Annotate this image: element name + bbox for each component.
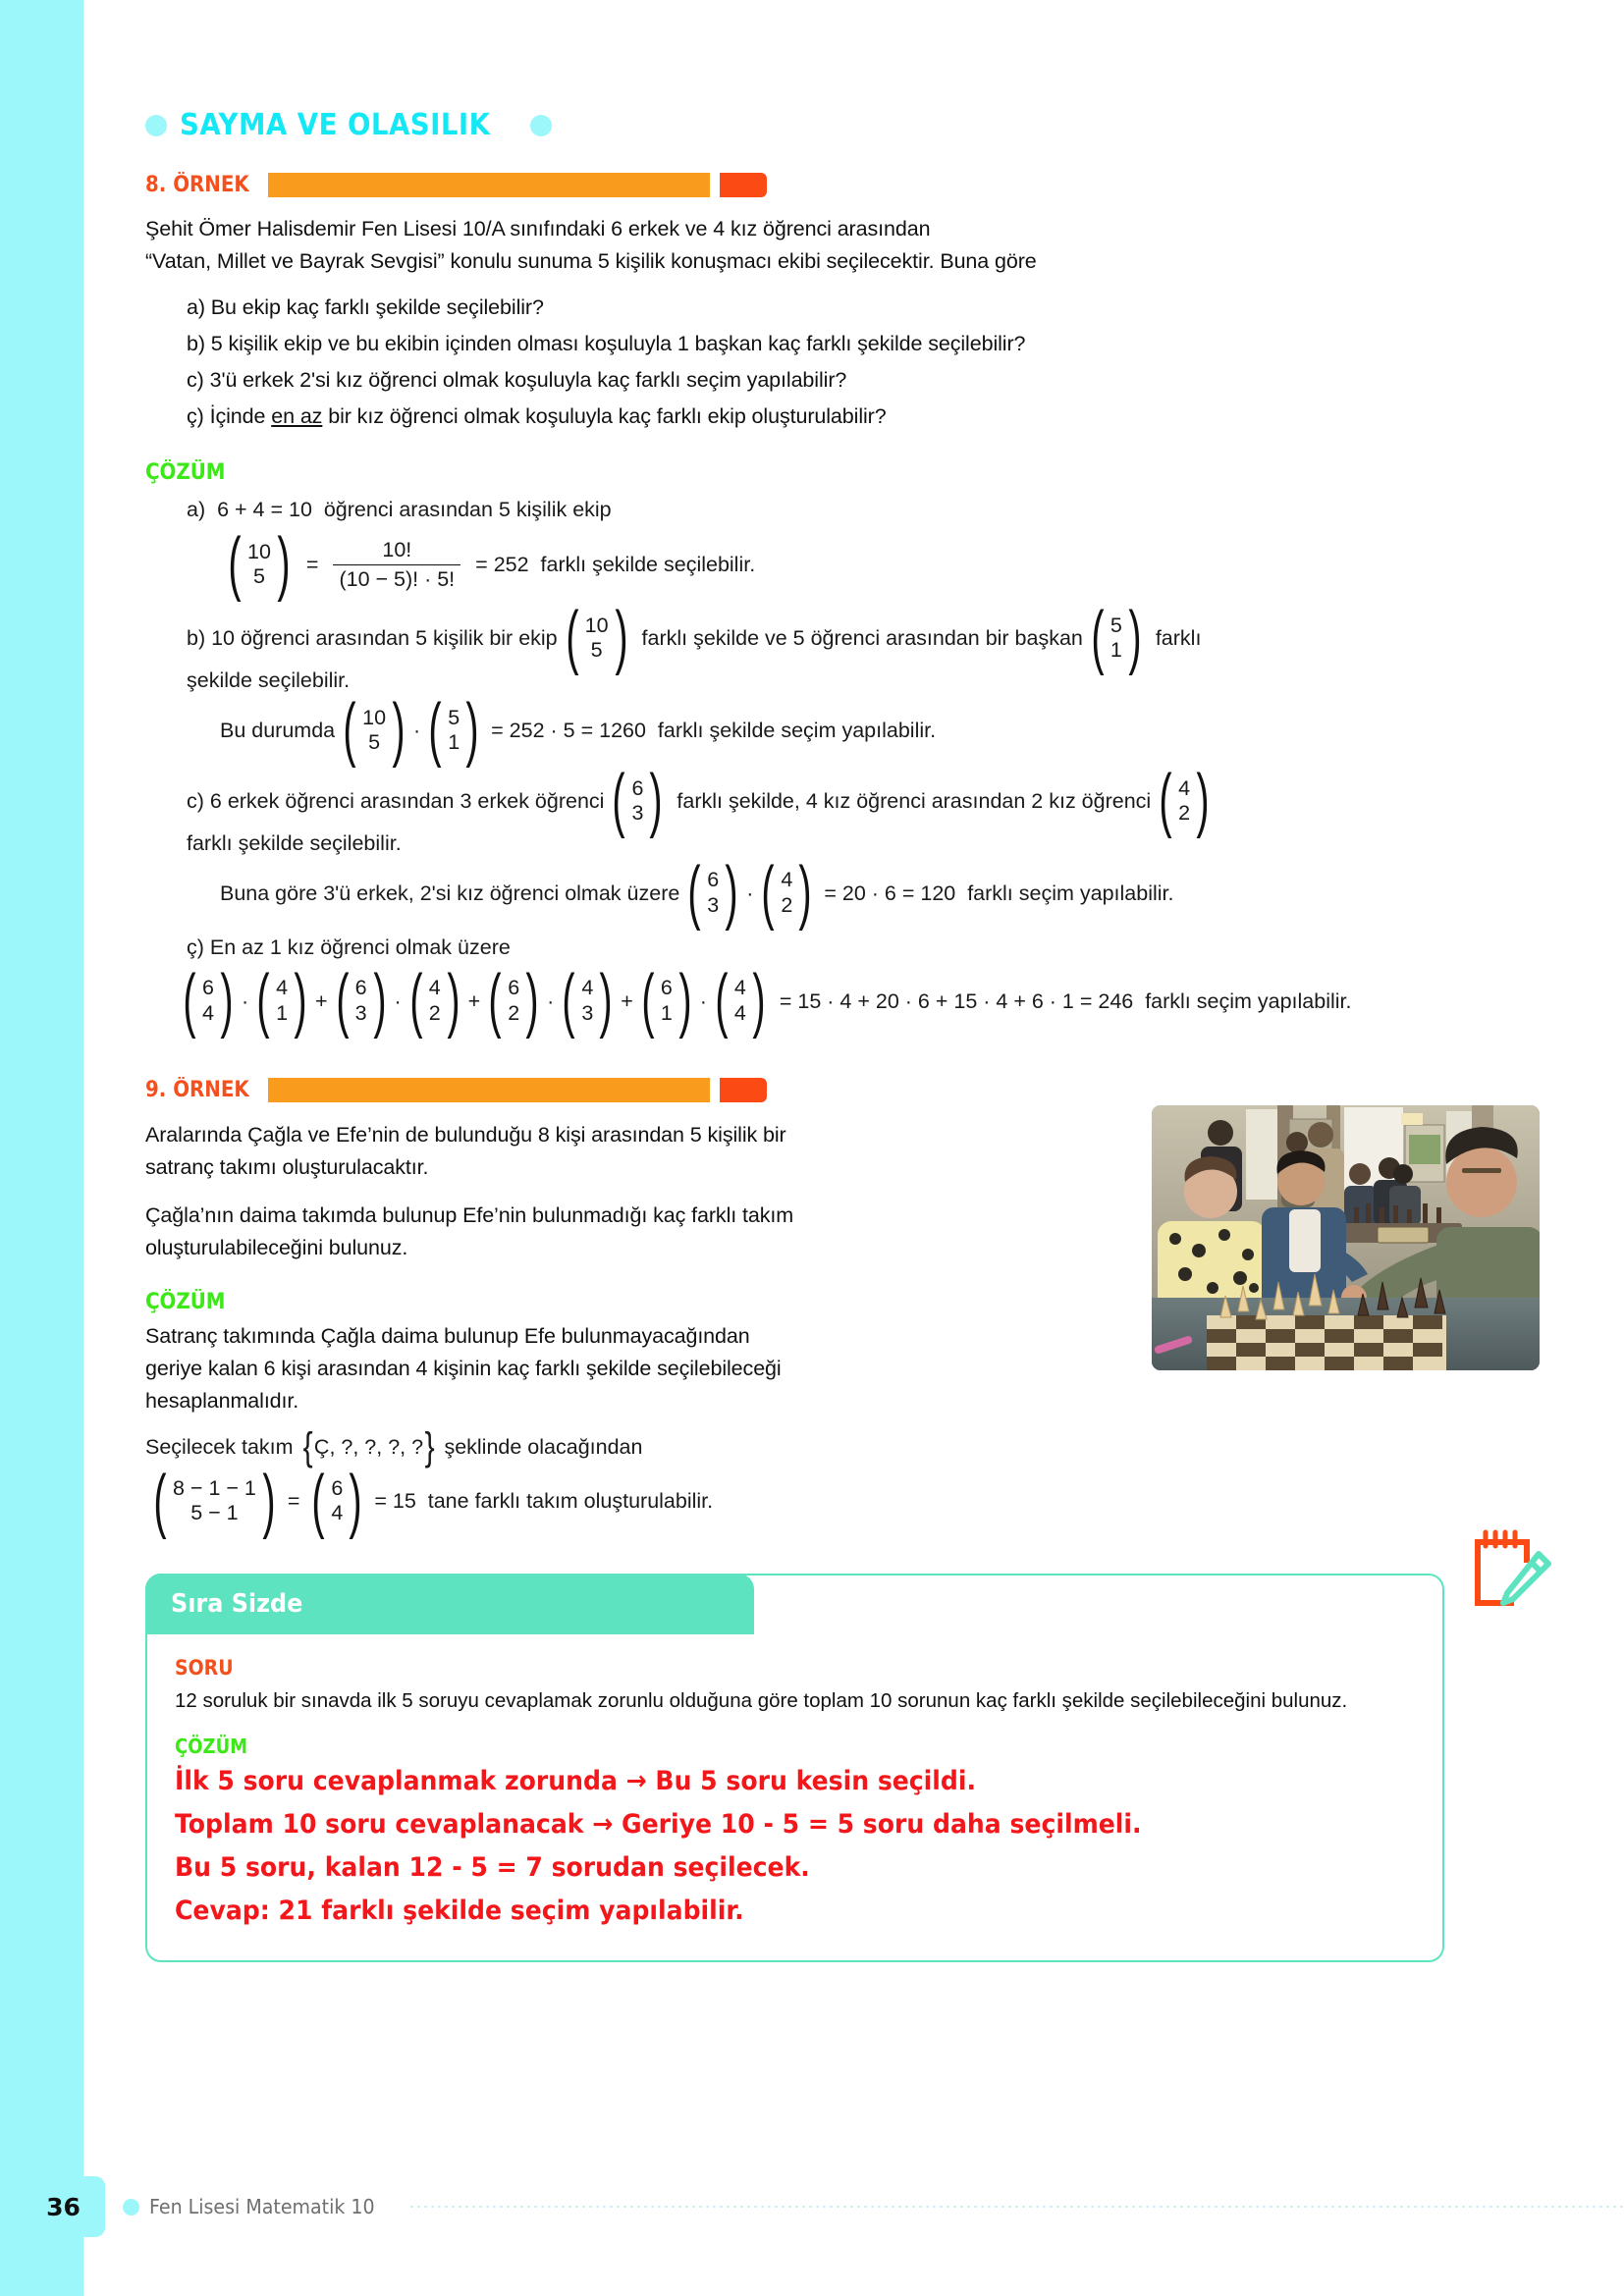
- binomial-k: 3: [707, 892, 720, 917]
- binomial-10-choose-5: [223, 524, 296, 604]
- paren-left: (: [566, 598, 579, 677]
- binomial-4-choose-2: [1154, 761, 1215, 840]
- solution-b-line-1: [145, 598, 1540, 677]
- paren-left: (: [183, 960, 196, 1040]
- notepad-pencil-artwork: [1466, 1526, 1552, 1613]
- binomial-values: [580, 976, 594, 1026]
- binomial-n: 4: [733, 976, 746, 1000]
- solution-b2-text-1: Bu durumda: [220, 719, 336, 743]
- binomial-n: 4: [581, 976, 594, 1000]
- answer-line-3: Bu 5 soru, kalan 12 - 5 = 7 sorudan seçilecek.: [175, 1852, 810, 1884]
- binomial-values: [780, 868, 793, 918]
- solution-c-line-2: [145, 828, 1540, 858]
- equals-sign-1: =: [305, 553, 319, 577]
- binomial-10-choose-5: [338, 690, 410, 770]
- banner-red-cap: [720, 1078, 767, 1102]
- binomial-values: [1110, 614, 1123, 664]
- left-decorative-band: [0, 0, 83, 2296]
- binomial-6-choose-3: [607, 761, 668, 840]
- example-9-set-line: [145, 1424, 1540, 1468]
- example-8-statement-line-1: Şehit Ömer Halisdemir Fen Lisesi 10/A sınıfındaki 6 erkek ve 4 kız öğrenci arasından: [145, 217, 931, 240]
- binomial-n: 6: [508, 976, 520, 1000]
- example-8-label: 8. ÖRNEK: [145, 172, 249, 197]
- paren-right: ): [294, 960, 307, 1040]
- binomial-k: 3: [631, 801, 644, 825]
- paren-left: (: [228, 524, 242, 604]
- binomial-k: 3: [354, 1000, 367, 1025]
- binomial-n: 6: [707, 868, 720, 892]
- solution-b-text-3: farklı: [1155, 626, 1202, 651]
- binomial-4-choose-2: [405, 960, 465, 1040]
- paren-left: (: [687, 852, 701, 932]
- binomial-k: 1: [1110, 638, 1122, 663]
- binomial-values: [507, 976, 520, 1026]
- binomial-values: [706, 868, 720, 918]
- binomial-values: [361, 706, 387, 756]
- paren-left: (: [428, 690, 442, 770]
- multiplication-dot: ·: [241, 988, 249, 1013]
- brace-right: }: [424, 1424, 435, 1468]
- binomial-6-choose-3: [331, 960, 392, 1040]
- binomial-values: [428, 976, 442, 1026]
- set-prefix: Seçilecek takım: [145, 1434, 294, 1459]
- footer-bullet-dot-icon: [123, 2199, 139, 2216]
- binomial-k: 2: [1178, 801, 1191, 825]
- example-9-solution-label: ÇÖZÜM: [145, 1289, 226, 1314]
- answer-line-4: Cevap: 21 farklı şekilde seçim yapılabilir.: [175, 1896, 744, 1927]
- sira-sizde-box: [145, 1574, 1444, 1962]
- soru-text: 12 soruluk bir sınavda ilk 5 soruyu cevaplamak zorunlu olduğuna göre toplam 10 sorunun kaç farklı şekilde seçilebileceğini bulunuz.: [175, 1689, 1348, 1713]
- solution-c-text-2: farklı şekilde, 4 kız öğrenci arasından 2 kız öğrenci: [677, 789, 1152, 813]
- paren-right: ): [1196, 761, 1210, 840]
- binomial-values: [172, 1476, 257, 1526]
- solution-a-sentence: a) 6 + 4 = 10 öğrenci arasından 5 kişilik ekip: [187, 498, 612, 521]
- example-9-text-column: [145, 1078, 1009, 1417]
- binomial-values: [447, 706, 460, 756]
- binomial-values: [660, 976, 674, 1026]
- chess-tournament-photo: [1152, 1105, 1540, 1370]
- page-number-badge: [22, 2176, 105, 2237]
- banner-red-cap: [720, 173, 767, 197]
- factorial-fraction: [333, 538, 460, 591]
- binomial-values: [584, 614, 610, 664]
- binomial-values: [330, 1476, 344, 1526]
- paren-right: ): [752, 960, 766, 1040]
- paren-right: ): [678, 960, 692, 1040]
- page-canvas: [46, 0, 1624, 2296]
- chess-photo-artwork: [1152, 1105, 1540, 1370]
- solution-b-text-1: b) 10 öğrenci arasından 5 kişilik bir ekip: [187, 626, 558, 651]
- binomial-8-minus-1-minus-1-choose-5-minus-1: [148, 1461, 281, 1540]
- example-9-final-result: = 15 tane farklı takım oluşturulabilir.: [374, 1489, 714, 1514]
- paren-right: ): [1128, 598, 1142, 677]
- binomial-n: 10: [584, 613, 609, 637]
- binomial-6-choose-1: [636, 960, 697, 1040]
- soru-label: SORU: [175, 1656, 234, 1681]
- bullet-dot-icon: [145, 115, 167, 136]
- paren-right: ): [277, 524, 291, 604]
- example-9-solution-line-3: hesaplanmalıdır.: [145, 1388, 299, 1413]
- plus-sign-3: +: [621, 988, 633, 1013]
- binomial-n: 6: [660, 976, 673, 1000]
- paren-right: ): [447, 960, 460, 1040]
- binomial-n: 10: [362, 705, 387, 729]
- binomial-k: 5 − 1: [190, 1501, 239, 1525]
- binomial-n: 8 − 1 − 1: [172, 1476, 256, 1501]
- question-item-c: c) 3'ü erkek 2'si kız öğrenci olmak koşuluyla kaç farklı seçim yapılabilir?: [187, 368, 847, 392]
- solution-b2-result: = 252 · 5 = 1260 farklı şekilde seçim yapılabilir.: [491, 719, 937, 743]
- solution-cc-text-1: ç) En az 1 kız öğrenci olmak üzere: [187, 934, 511, 959]
- paren-left: (: [256, 960, 270, 1040]
- multiplication-dot: ·: [413, 719, 421, 743]
- question-item-a: a) Bu ekip kaç farklı şekilde seçilebilir?: [187, 295, 544, 319]
- binomial-values: [275, 976, 289, 1026]
- binomial-5-choose-1: [423, 690, 484, 770]
- answer-line-2: Toplam 10 soru cevaplanacak → Geriye 10 - 5 = 5 soru daha seçilmeli.: [175, 1809, 1142, 1841]
- paren-left: (: [562, 960, 575, 1040]
- binomial-k: 1: [276, 1000, 289, 1025]
- binomial-n: 4: [1178, 775, 1191, 800]
- example-9-statement-line-3: Çağla’nın daima takımda bulunup Efe’nin bulunmadığı kaç farklı takım: [145, 1202, 794, 1227]
- binomial-k: 2: [508, 1000, 520, 1025]
- paren-left: (: [488, 960, 502, 1040]
- binomial-k: 1: [660, 1000, 673, 1025]
- binomial-values: [201, 976, 215, 1026]
- answer-line-1: İlk 5 soru cevaplanmak zorunda → Bu 5 soru kesin seçildi.: [175, 1766, 977, 1797]
- page-content: [145, 0, 1540, 1962]
- binomial-n: 6: [201, 976, 214, 1000]
- notepad-pencil-icon: [1466, 1526, 1552, 1613]
- paren-left: (: [612, 761, 626, 840]
- solution-cc-result: = 15 · 4 + 20 · 6 + 15 · 4 + 6 · 1 = 246 farklı seçim yapılabilir.: [779, 988, 1352, 1013]
- paren-left: (: [336, 960, 350, 1040]
- binomial-6-choose-2: [483, 960, 544, 1040]
- example-9-section: [145, 1078, 1540, 1540]
- fraction-denominator: (10 − 5)! · 5!: [333, 564, 460, 592]
- sira-sizde-solution-label: ÇÖZÜM: [175, 1735, 248, 1759]
- binomial-6-choose-3: [682, 852, 743, 932]
- example-9-statement-line-2: satranç takımı oluşturulacaktır.: [145, 1154, 429, 1179]
- solution-c-text-3: farklı şekilde seçilebilir.: [187, 830, 402, 855]
- banner-orange-bar: [268, 1078, 710, 1102]
- binomial-4-choose-1: [251, 960, 312, 1040]
- binomial-k: 2: [428, 1000, 441, 1025]
- binomial-4-choose-3: [557, 960, 618, 1040]
- sira-sizde-tab: [145, 1574, 754, 1634]
- solution-c-cedilla-formula: [145, 960, 1540, 1040]
- binomial-n: 6: [354, 976, 367, 1000]
- paren-right: ): [798, 852, 812, 932]
- question-c-pre: ç) İçinde: [187, 404, 272, 428]
- brace-left: {: [302, 1424, 313, 1468]
- solution-c2-result: = 20 · 6 = 120 farklı seçim yapılabilir.: [824, 881, 1174, 905]
- multiplication-dot: ·: [547, 988, 555, 1013]
- plus-sign-2: +: [467, 988, 481, 1013]
- set-elements: Ç, ?, ?, ?, ?: [313, 1434, 424, 1459]
- binomial-10-choose-5: [561, 598, 633, 677]
- example-8-banner: [145, 172, 1540, 197]
- binomial-k: 1: [448, 730, 460, 755]
- binomial-k: 5: [252, 564, 265, 589]
- paren-right: ): [725, 852, 738, 932]
- page-footer: [46, 2176, 1624, 2237]
- footer-dotted-rule: [408, 2206, 1624, 2208]
- paren-left: (: [1091, 598, 1105, 677]
- paren-left: (: [409, 960, 423, 1040]
- multiplication-dot: ·: [394, 988, 402, 1013]
- paren-left: (: [153, 1461, 167, 1540]
- fraction-numerator: 10!: [382, 538, 412, 561]
- solution-a-text: [145, 495, 1540, 524]
- binomial-k: 3: [581, 1000, 594, 1025]
- solution-b-text-2: farklı şekilde ve 5 öğrenci arasından bir başkan: [641, 626, 1083, 651]
- binomial-values: [630, 776, 644, 827]
- example-8-question-list: [145, 290, 1540, 435]
- binomial-6-choose-4: [178, 960, 239, 1040]
- paren-right: ): [220, 960, 234, 1040]
- example-9-label: 9. ÖRNEK: [145, 1078, 249, 1103]
- page-number: 36: [46, 2192, 81, 2221]
- example-9-solution-line-1: Satranç takımında Çağla daima bulunup Efe bulunmayacağından: [145, 1323, 750, 1348]
- paren-left: (: [311, 1461, 326, 1540]
- example-9-final-formula: [145, 1461, 1540, 1540]
- solution-c-line-1: [145, 761, 1540, 840]
- paren-right: ): [262, 1461, 276, 1540]
- binomial-k: 2: [781, 892, 793, 917]
- binomial-n: 5: [448, 705, 460, 729]
- footer-book-title: Fen Lisesi Matematik 10: [149, 2195, 375, 2218]
- example-9-statement-line-1: Aralarında Çağla ve Efe’nin de bulunduğu 8 kişi arasından 5 kişilik bir: [145, 1122, 786, 1147]
- example-8-solution-label: ÇÖZÜM: [145, 460, 226, 485]
- binomial-4-choose-2: [756, 852, 817, 932]
- binomial-5-choose-1: [1086, 598, 1147, 677]
- question-c-post: bir kız öğrenci olmak koşuluyla kaç farklı ekip oluşturulabilir?: [322, 404, 887, 428]
- example-9-banner: [145, 1078, 1009, 1103]
- multiplication-dot: ·: [699, 988, 707, 1013]
- binomial-n: 10: [246, 539, 271, 563]
- paren-right: ): [649, 761, 663, 840]
- binomial-k: 5: [590, 638, 603, 663]
- paren-right: ): [349, 1461, 362, 1540]
- binomial-4-choose-4: [710, 960, 771, 1040]
- binomial-k: 4: [201, 1000, 214, 1025]
- binomial-6-choose-4: [306, 1461, 367, 1540]
- solution-c-cedilla-line-1: [145, 933, 1540, 962]
- paren-left: (: [343, 690, 356, 770]
- binomial-n: 5: [1110, 613, 1122, 637]
- binomial-k: 4: [331, 1501, 344, 1525]
- paren-right: ): [525, 960, 539, 1040]
- solution-a-result: = 252 farklı şekilde seçilebilir.: [475, 553, 756, 577]
- paren-right: ): [465, 690, 479, 770]
- question-item-b: b) 5 kişilik ekip ve bu ekibin içinden olması koşuluyla 1 başkan kaç farklı şekilde seçilebilir?: [187, 332, 1026, 355]
- plus-sign-1: +: [315, 988, 328, 1013]
- unit-title: SAYMA VE OLASILIK: [180, 108, 491, 142]
- paren-left: (: [761, 852, 776, 932]
- paren-right: ): [392, 690, 406, 770]
- example-9-solution-line-2: geriye kalan 6 kişi arasından 4 kişinin kaç farklı şekilde seçilebileceği: [145, 1356, 782, 1380]
- paren-right: ): [372, 960, 387, 1040]
- solution-a-formula: [145, 524, 1540, 604]
- solution-c-line-3: [145, 852, 1540, 932]
- paren-right: ): [599, 960, 613, 1040]
- sira-sizde-tab-label: Sıra Sizde: [170, 1588, 302, 1619]
- solution-c-text-1: c) 6 erkek öğrenci arasından 3 erkek öğrenci: [187, 789, 605, 813]
- binomial-n: 4: [781, 868, 793, 892]
- paren-left: (: [641, 960, 655, 1040]
- unit-header: [145, 108, 1540, 142]
- binomial-k: 4: [733, 1000, 746, 1025]
- solution-b-text-4: şekilde seçilebilir.: [187, 668, 351, 693]
- binomial-values: [1177, 776, 1191, 827]
- equals-sign-2: =: [287, 1489, 300, 1514]
- binomial-k: 5: [368, 730, 381, 755]
- banner-orange-bar: [268, 173, 710, 197]
- solution-c2-text-1: Buna göre 3'ü erkek, 2'si kız öğrenci olmak üzere: [220, 881, 680, 905]
- set-suffix: şeklinde olacağından: [444, 1434, 643, 1459]
- binomial-n: 6: [631, 775, 644, 800]
- example-9-statement-line-4: oluşturulabileceğini bulunuz.: [145, 1235, 408, 1259]
- multiplication-dot: ·: [746, 881, 754, 905]
- example-8-statement-line-2: “Vatan, Millet ve Bayrak Sevgisi” konulu sunuma 5 kişilik konuşmacı ekibi seçilecektir. Buna göre: [145, 249, 1037, 273]
- solution-b-line-3: [145, 690, 1540, 770]
- paren-left: (: [715, 960, 729, 1040]
- binomial-n: 4: [276, 976, 289, 1000]
- selected-team-set: [301, 1424, 437, 1468]
- binomial-n: 4: [428, 976, 441, 1000]
- binomial-n: 6: [331, 1476, 344, 1501]
- binomial-values: [354, 976, 368, 1026]
- paren-left: (: [1159, 761, 1172, 840]
- binomial-values: [246, 540, 272, 590]
- question-c-underlined: en az: [271, 404, 323, 428]
- sira-sizde-section: [145, 1574, 1444, 1962]
- bullet-dot-icon: [530, 115, 552, 136]
- binomial-values: [733, 976, 747, 1026]
- question-item-c-cedilla: [145, 399, 1540, 435]
- paren-right: ): [614, 598, 628, 677]
